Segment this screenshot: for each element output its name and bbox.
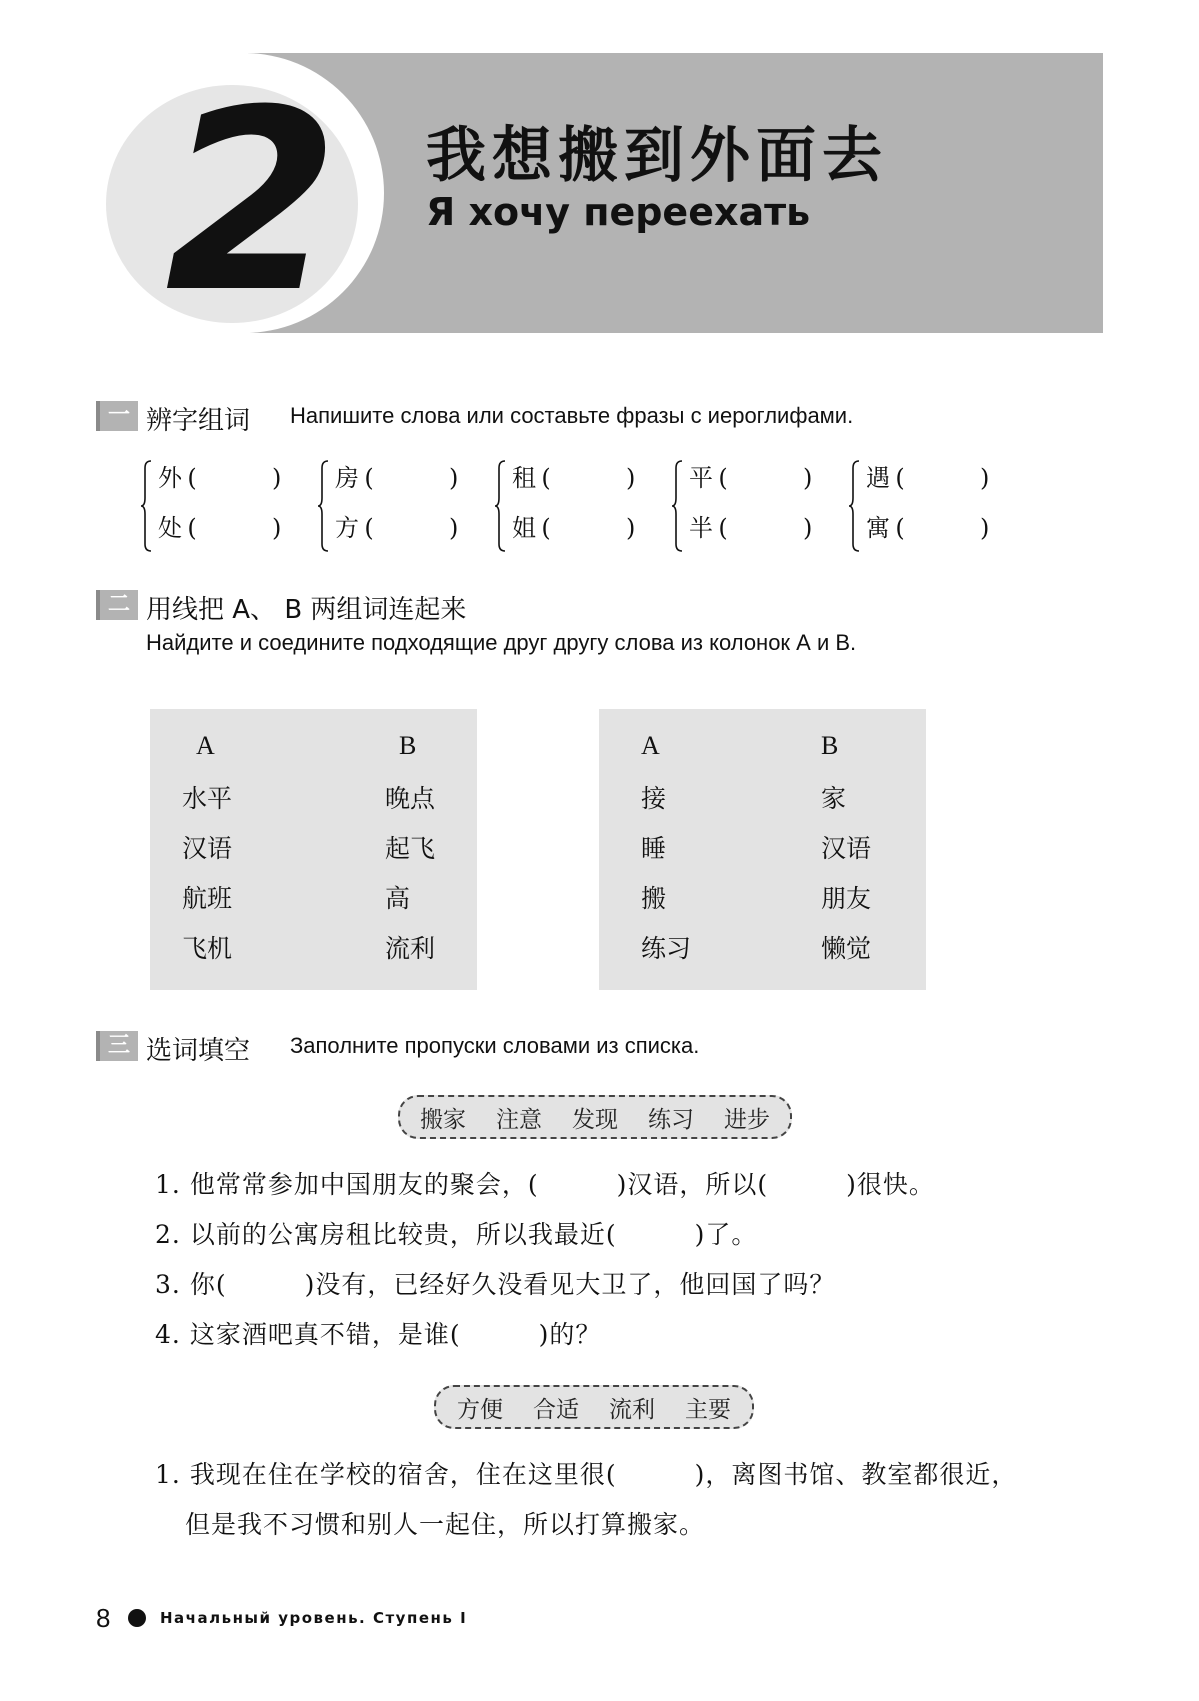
column-head-b: B: [821, 731, 839, 760]
word-b[interactable]: 朋友: [821, 884, 872, 913]
lesson-number: 2: [165, 56, 335, 347]
word-option[interactable]: 方便: [457, 1396, 503, 1423]
word-a[interactable]: 睡: [641, 834, 667, 863]
section-2-title-zh: 用线把 A、 B 两组词连起来: [146, 595, 467, 625]
matching-box-2: [599, 709, 926, 990]
word-a[interactable]: 汉语: [182, 834, 233, 863]
char-bottom: 姐: [512, 514, 536, 542]
word-a[interactable]: 练习: [641, 934, 692, 963]
sentence-5: 1. 我现在住在学校的宿舍，住在这里很( )，离图书馆、教室都很近，: [155, 1460, 1018, 1489]
section-3-title-ru: Заполните пропуски словами из списка.: [290, 1033, 700, 1058]
word-b[interactable]: 汉语: [821, 834, 872, 863]
word-b[interactable]: 懒觉: [821, 934, 872, 963]
char-top: 平: [689, 464, 713, 492]
char-pair-group: 租 ( ) 姐 ( ): [494, 458, 674, 558]
char-top: 遇: [866, 464, 890, 492]
page-number: 8: [96, 1603, 111, 1633]
section-3-title-zh: 选词填空: [146, 1036, 251, 1066]
sentence-3: 3. 你( )没有，已经好久没看见大卫了，他回国了吗？: [155, 1270, 836, 1299]
word-b[interactable]: 高: [385, 884, 411, 913]
sentence-1: 1. 他常常参加中国朋友的聚会，( )汉语，所以( )很快。: [155, 1170, 935, 1199]
word-option[interactable]: 搬家: [420, 1106, 466, 1133]
word-option[interactable]: 合适: [533, 1396, 579, 1423]
char-bottom: 处: [158, 514, 182, 542]
word-option[interactable]: 流利: [609, 1396, 655, 1423]
char-top: 外: [158, 464, 182, 492]
brace-icon: [848, 460, 860, 552]
section-2-icon: 二: [96, 590, 138, 620]
word-b[interactable]: 起飞: [385, 834, 436, 863]
word-b[interactable]: 晚点: [385, 784, 436, 813]
word-option[interactable]: 主要: [685, 1396, 731, 1423]
char-bottom: 半: [689, 514, 713, 542]
char-pair-group: 遇 ( ) 寓 ( ): [848, 458, 1028, 558]
char-top: 房: [335, 464, 359, 492]
brace-icon: [140, 460, 152, 552]
column-head-b: B: [399, 731, 417, 760]
word-bank-1: [398, 1095, 792, 1139]
word-option[interactable]: 练习: [648, 1106, 694, 1133]
brace-icon: [671, 460, 683, 552]
lesson-title-zh: 我想搬到外面去: [426, 121, 888, 191]
lesson-title-ru: Я хочу переехать: [426, 190, 811, 234]
word-a[interactable]: 搬: [641, 884, 667, 913]
brace-icon: [494, 460, 506, 552]
sentence-4: 4. 这家酒吧真不错，是谁( )的？: [155, 1320, 602, 1349]
sentence-2: 2. 以前的公寓房租比较贵，所以我最近( )了。: [155, 1220, 758, 1249]
word-a[interactable]: 航班: [182, 884, 233, 913]
section-1-title-ru: Напишите слова или составьте фразы с иероглифами.: [290, 403, 854, 428]
section-2-title-ru: Найдите и соедините подходящие друг другу слова из колонок А и В.: [146, 630, 857, 655]
char-pair-group: 外 ( ) 处 ( ): [140, 458, 320, 558]
word-a[interactable]: 飞机: [182, 934, 233, 963]
char-bottom: 寓: [866, 514, 890, 542]
section-1-icon: 一: [96, 401, 138, 431]
word-a[interactable]: 接: [641, 784, 667, 813]
sentence-5-continued: 但是我不习惯和别人一起住，所以打算搬家。: [185, 1510, 706, 1539]
section-3-icon: 三: [96, 1031, 138, 1061]
brace-icon: [317, 460, 329, 552]
section-1-title-zh: 辨字组词: [146, 406, 251, 436]
column-head-a: A: [196, 731, 215, 760]
word-b[interactable]: 流利: [385, 934, 436, 963]
char-top: 租: [512, 464, 536, 492]
bullet-icon: [128, 1609, 146, 1627]
word-option[interactable]: 注意: [496, 1106, 542, 1133]
char-pair-group: 房 ( ) 方 ( ): [317, 458, 497, 558]
word-b[interactable]: 家: [821, 784, 847, 813]
word-bank-2: [434, 1385, 754, 1429]
footer-level-text: Начальный уровень. Ступень I: [160, 1609, 468, 1627]
word-option[interactable]: 进步: [724, 1106, 770, 1133]
word-a[interactable]: 水平: [182, 784, 233, 813]
word-option[interactable]: 发现: [572, 1106, 618, 1133]
char-bottom: 方: [335, 514, 359, 542]
matching-box-1: [150, 709, 477, 990]
column-head-a: A: [641, 731, 660, 760]
char-pair-group: 平 ( ) 半 ( ): [671, 458, 851, 558]
